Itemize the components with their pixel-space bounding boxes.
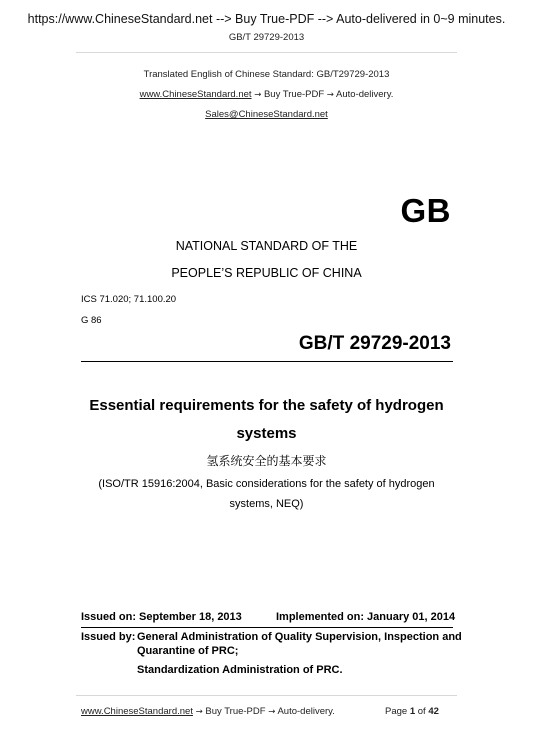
issuer-2: Standardization Administration of PRC.: [137, 664, 343, 676]
page-of: of: [417, 706, 426, 717]
title-line2: systems: [236, 425, 297, 442]
arrow-right-icon: →: [326, 90, 334, 100]
buy-true-pdf-text: Buy True-PDF: [263, 89, 325, 100]
reference-line1: (ISO/TR 15916:2004, Basic considerations for the safety of hydrogen: [98, 478, 435, 490]
classification-code: G 86: [81, 315, 102, 326]
footer-buy-text: Buy True-PDF: [205, 706, 266, 717]
auto-delivery-text: Auto-delivery.: [336, 89, 394, 100]
sales-email-link[interactable]: Sales@ChineseStandard.net: [205, 109, 328, 120]
header-top-line: https://www.ChineseStandard.net --> Buy True-PDF --> Auto-delivered in 0~9 minutes.: [27, 12, 506, 26]
issuer-1-line2: Quarantine of PRC;: [137, 645, 239, 657]
issued-on: Issued on: September 18, 2013: [81, 611, 242, 623]
translation-links: [0, 89, 533, 100]
page-label: Page: [385, 706, 408, 717]
site-link[interactable]: www.ChineseStandard.net: [139, 89, 252, 100]
translation-note: Translated English of Chinese Standard: GB/T29729-2013: [143, 69, 390, 80]
standard-number: GB/T 29729-2013: [298, 333, 451, 354]
page-total: 42: [428, 706, 439, 717]
gb-mark: GB: [400, 192, 451, 229]
issuer-1-line1: General Administration of Quality Supervision, Inspection and: [137, 631, 462, 643]
arrow-right-icon: →: [254, 90, 262, 100]
ics-code: ICS 71.020; 71.100.20: [81, 294, 177, 305]
page-indicator: [385, 706, 439, 717]
arrow-right-icon: →: [268, 707, 276, 717]
implemented-on: Implemented on: January 01, 2014: [276, 611, 456, 623]
footer-site-link[interactable]: www.ChineseStandard.net: [81, 706, 193, 717]
email-line: [0, 109, 533, 120]
header-doc-code: GB/T 29729-2013: [228, 32, 305, 43]
footer-divider: [76, 695, 457, 696]
reference-line2: systems, NEQ): [229, 498, 304, 510]
page-current: 1: [409, 706, 416, 717]
title-line1: Essential requirements for the safety of hydrogen: [89, 397, 444, 414]
header-divider: [76, 52, 457, 53]
title-chinese: 氢系统安全的基本要求: [206, 454, 327, 468]
national-standard-line2: PEOPLE’S REPUBLIC OF CHINA: [171, 266, 362, 280]
footer-links: [81, 706, 335, 717]
issued-by-label: Issued by:: [81, 631, 136, 643]
footer-delivery-text: Auto-delivery.: [277, 706, 335, 717]
national-standard-line1: NATIONAL STANDARD OF THE: [175, 239, 358, 253]
title-divider: [81, 361, 453, 362]
issue-divider: [81, 627, 453, 628]
arrow-right-icon: →: [195, 707, 203, 717]
